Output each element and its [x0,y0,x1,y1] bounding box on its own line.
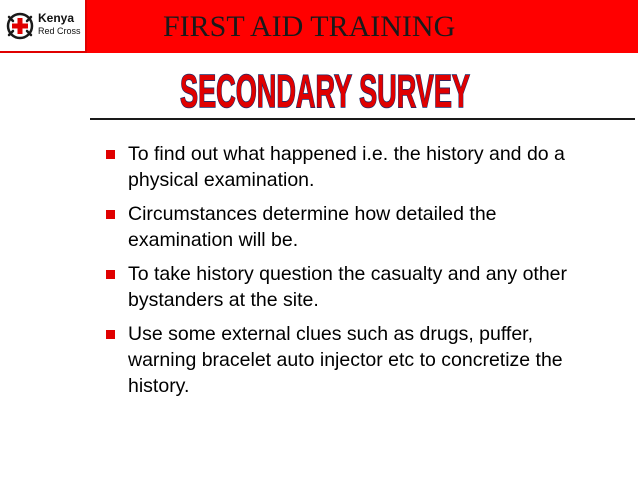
bullet-text: Circumstances determine how detailed the examination will be. [128,203,497,251]
slide-header [0,0,638,58]
logo-line-kenya: Kenya [38,11,75,25]
kenya-red-cross-logo [0,0,87,53]
bullet-item [104,261,604,313]
logo-line-red-cross: Red Cross [38,26,81,36]
slide-title: FIRST AID TRAINING [163,10,456,43]
square-bullet-icon [106,330,115,339]
subtitle-wordart [170,60,480,120]
bullet-list [104,141,604,407]
square-bullet-icon [106,150,115,159]
bullet-text: Use some external clues such as drugs, puffer, warning bracelet auto injector etc to concretize the history. [128,323,563,397]
subtitle-banner [170,60,480,120]
title-divider [90,118,635,120]
bullet-item [104,201,604,253]
bullet-item [104,321,604,399]
bullet-item [104,141,604,193]
logo-text [38,12,81,36]
slide-subtitle: SECONDARY SURVEY [180,65,470,117]
square-bullet-icon [106,210,115,219]
red-cross-emblem-icon [5,11,35,41]
square-bullet-icon [106,270,115,279]
bullet-text: To find out what happened i.e. the history and do a physical examination. [128,143,565,191]
bullet-text: To take history question the casualty and any other bystanders at the site. [128,263,568,311]
